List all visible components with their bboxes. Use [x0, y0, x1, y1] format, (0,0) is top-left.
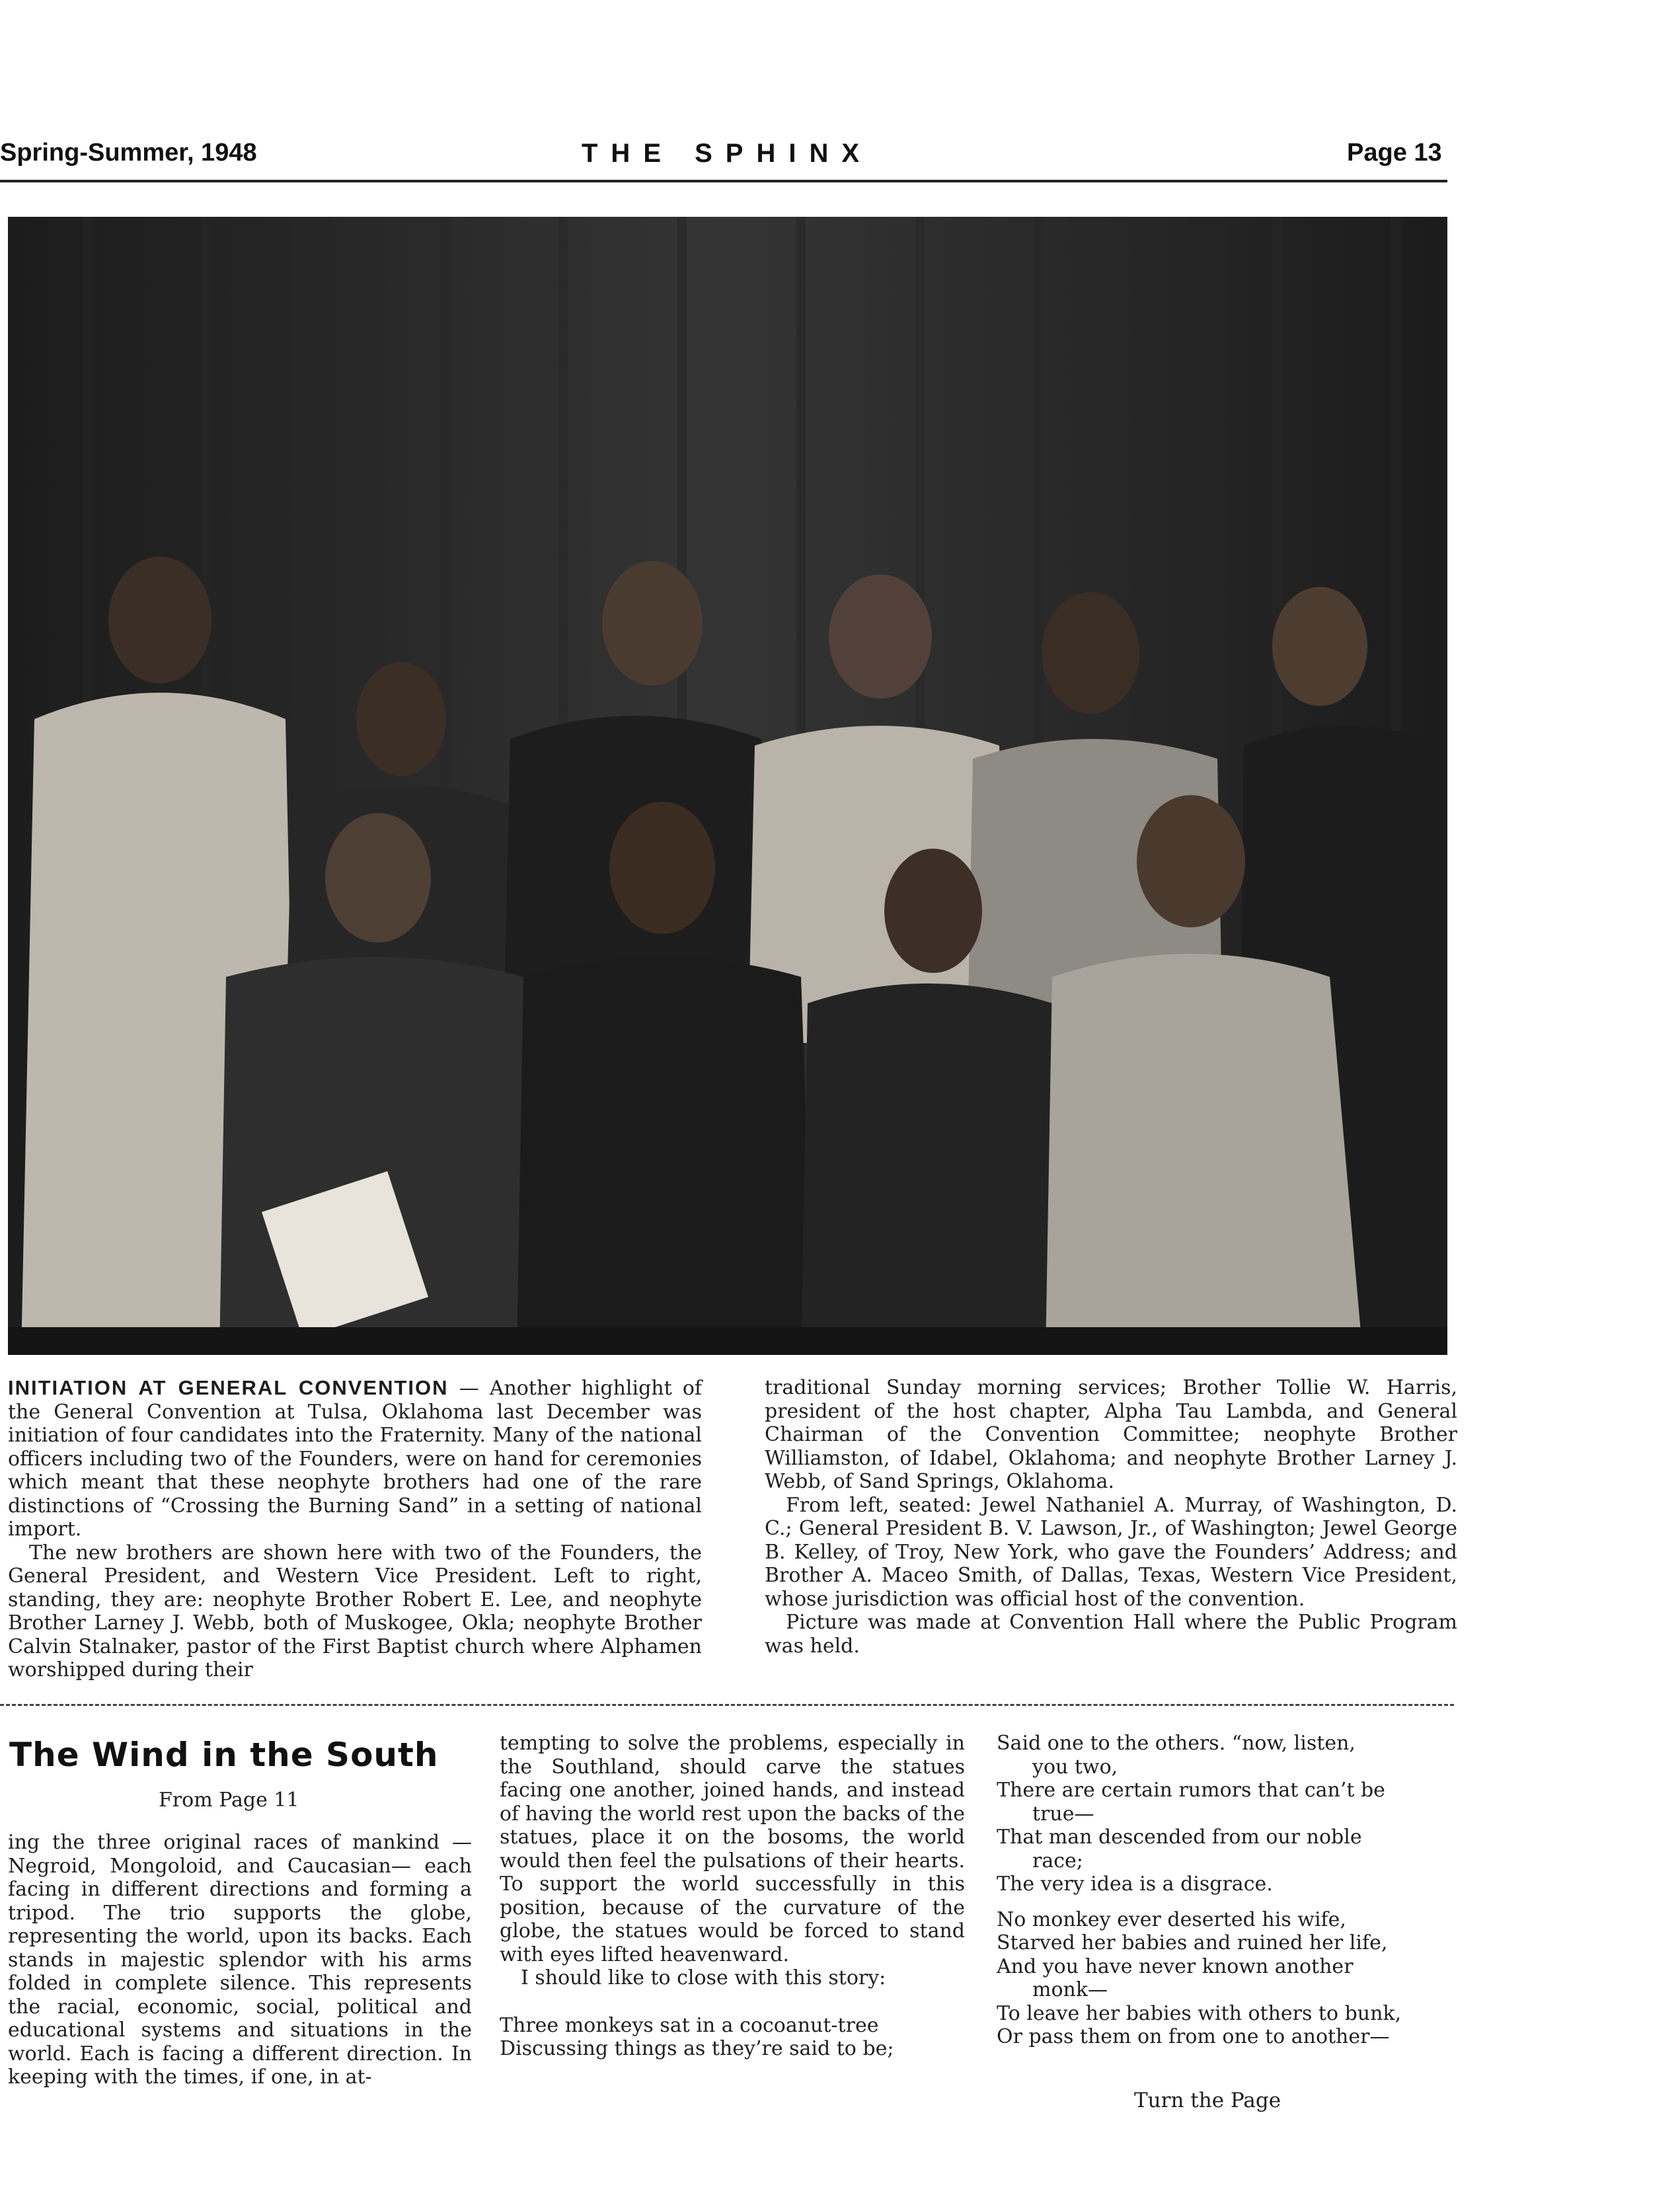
caption-paragraph: From left, seated: Jewel Nathaniel A. Murray, of Washington, D. C.; General President B. V. Lawson, Jr., of Washington; Jewel George B. Kelley, of Troy, New York, who gave the Founders’ Address; and Brother A. Maceo Smith, of Dallas, Texas, Western Vice President, whose jurisdiction was official host of the convention. — [765, 1493, 1457, 1611]
article-paragraph: ing the three original races of mankind —Negroid, Mongoloid, and Caucasian— each facing in different directions and forming a tripod. The trio supports the globe, representing the world, upon its backs. Each stands in majestic splendor with his arms folded in complete silence. This represents the racial, economic, social, political and educational systems and situations in the world. Each is facing a different direction. In keeping with the times, if one, in at- — [8, 1831, 472, 2089]
article-column-1 — [8, 1831, 472, 2089]
poem-line: No monkey ever deserted his wife, — [997, 1908, 1346, 1931]
poem-line: There are certain rumors that can’t be — [997, 1779, 1385, 1802]
poem-stanza — [997, 1732, 1459, 1896]
caption-right-column — [765, 1376, 1457, 1658]
caption-paragraph: The new brothers are shown here with two of the Founders, the General President, and Western Vice President. Left to right, standing, they are: neophyte Brother Robert E. Lee, and neophyte Brother Larney J. Webb, both of Muskogee, Okla; neophyte Brother Calvin Stalnaker, pastor of the First Baptist church where Alphamen worshipped during their — [8, 1541, 702, 1681]
turn-the-page: Turn the Page — [1134, 2089, 1281, 2112]
poem-line: That man descended from our noble — [997, 1826, 1362, 1849]
poem-line: Discussing things as they’re said to be; — [500, 2037, 894, 2060]
caption-text: — Another highlight of the General Convention at Tulsa, Oklahoma last December was initiation of four candidates into the Fraternity. Many of the national officers including two of the Founders, were on hand for ceremonies which meant that these neophyte brothers had one of the rare distinctions of “Crossing the Burning Sand” in a setting of national import. — [8, 1377, 702, 1541]
article-column-2 — [500, 1732, 965, 2061]
poem-line: race; — [1032, 1849, 1083, 1872]
article-column-3 — [997, 1732, 1459, 2049]
poem-line: To leave her babies with others to bunk, — [997, 2001, 1402, 2025]
article-title: The Wind in the South — [9, 1736, 439, 1774]
masthead: THE SPHINX — [582, 139, 873, 168]
issue-date: Spring-Summer, 1948 — [0, 139, 257, 167]
poem-line: Starved her babies and ruined her life, — [997, 1931, 1388, 1954]
poem-line: Or pass them on from one to another— — [997, 2025, 1390, 2048]
caption-left-column — [8, 1376, 702, 1682]
section-divider — [0, 1704, 1454, 1706]
poem-line: The very idea is a disgrace. — [997, 1872, 1273, 1896]
poem-stanza — [500, 2014, 965, 2061]
group-photograph — [8, 217, 1447, 1355]
continued-from: From Page 11 — [159, 1789, 299, 1812]
page-number: Page 13 — [1347, 139, 1442, 167]
header-rule — [0, 180, 1447, 182]
poem-line: true— — [1032, 1802, 1094, 1826]
article-paragraph: I should like to close with this story: — [521, 1966, 886, 1989]
poem-line: Three monkeys sat in a cocoanut-tree — [500, 2013, 879, 2037]
poem-line: monk— — [1032, 1978, 1108, 2001]
poem-stanza — [997, 1908, 1459, 2049]
poem-line: you two, — [1032, 1755, 1118, 1779]
caption-paragraph — [8, 1376, 702, 1541]
article-paragraph: tempting to solve the problems, especially in the Southland, should carve the statues facing one another, joined hands, and instead of having the world rest upon the backs of the statues, place it on the bosoms, the world would then feel the pulsations of their hearts. To support the world successfully in this position, because of the curvature of the globe, the statues would be forced to stand with eyes lifted heavenward. — [500, 1732, 965, 1966]
poem-line: Said one to the others. “now, listen, — [997, 1732, 1355, 1755]
caption-paragraph: Picture was made at Convention Hall where the Public Program was held. — [765, 1611, 1457, 1658]
caption-headline: INITIATION AT GENERAL CONVENTION — [8, 1376, 449, 1399]
caption-paragraph: traditional Sunday morning services; Brother Tollie W. Harris, president of the host chapter, Alpha Tau Lambda, and General Chairman of the Convention Committee; neophyte Brother Williamston, of Idabel, Oklahoma; and neophyte Brother Larney J. Webb, of Sand Springs, Oklahoma. — [765, 1376, 1457, 1493]
photo-illustration — [8, 217, 1447, 1355]
poem-line: And you have never known another — [997, 1954, 1354, 1978]
